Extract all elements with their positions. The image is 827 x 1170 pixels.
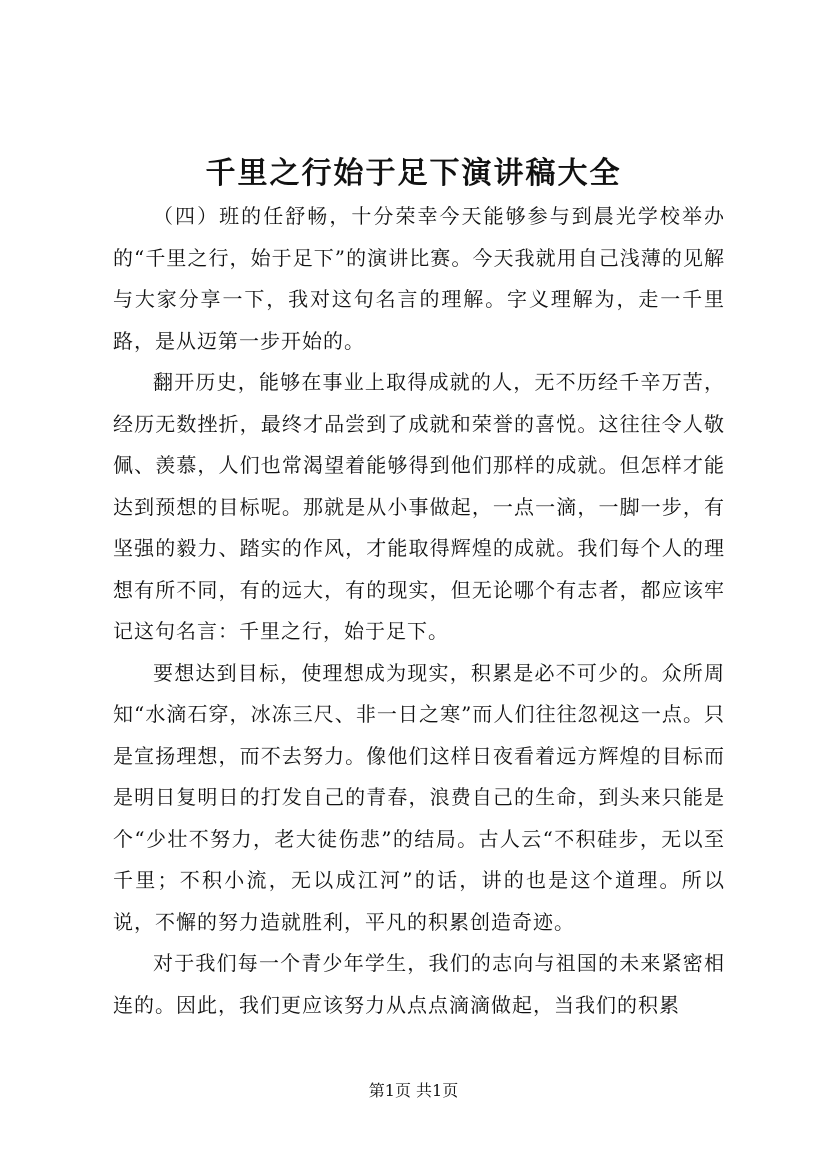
document-body	[113, 196, 725, 1026]
paragraph-3: 要想达到目标，使理想成为现实，积累是必不可少的。众所周知“水滴石穿，冰冻三尺、非一日之寒”而人们往往忽视这一点。只是宣扬理想，而不去努力。像他们这样日夜看着远方辉煌的目标而是明日复明日的打发自己的青春，浪费自己的生命，到头来只能是个“少壮不努力，老大徒伤悲”的结局。古人云“不积硅步，无以至千里；不积小流，无以成江河”的话，讲的也是这个道理。所以说，不懈的努力造就胜利，平凡的积累创造奇迹。	[113, 660, 725, 934]
page-footer: 第1页 共1页	[368, 1081, 459, 1100]
paragraph-2: 翻开历史，能够在事业上取得成就的人，无不历经千辛万苦，经历无数挫折，最终才品尝到了成就和荣誉的喜悦。这往往令人敬佩、羡慕，人们也常渴望着能够得到他们那样的成就。但怎样才能达到预想的目标呢。那就是从小事做起，一点一滴，一脚一步，有坚强的毅力、踏实的作风，才能取得辉煌的成就。我们每个人的理想有所不同，有的远大，有的现实，但无论哪个有志者，都应该牢记这句名言：千里之行，始于足下。	[113, 370, 725, 643]
paragraph-4: 对于我们每一个青少年学生，我们的志向与祖国的未来紧密相连的。因此，我们更应该努力从点点滴滴做起，当我们的积累	[113, 951, 725, 1017]
document-title: 千里之行始于足下演讲稿大全	[205, 156, 622, 191]
paragraph-1: （四）班的任舒畅，十分荣幸今天能够参与到晨光学校举办的“千里之行，始于足下”的演讲比赛。今天我就用自己浅薄的见解与大家分享一下，我对这句名言的理解。字义理解为，走一千里路，是从迈第一步开始的。	[113, 204, 725, 353]
